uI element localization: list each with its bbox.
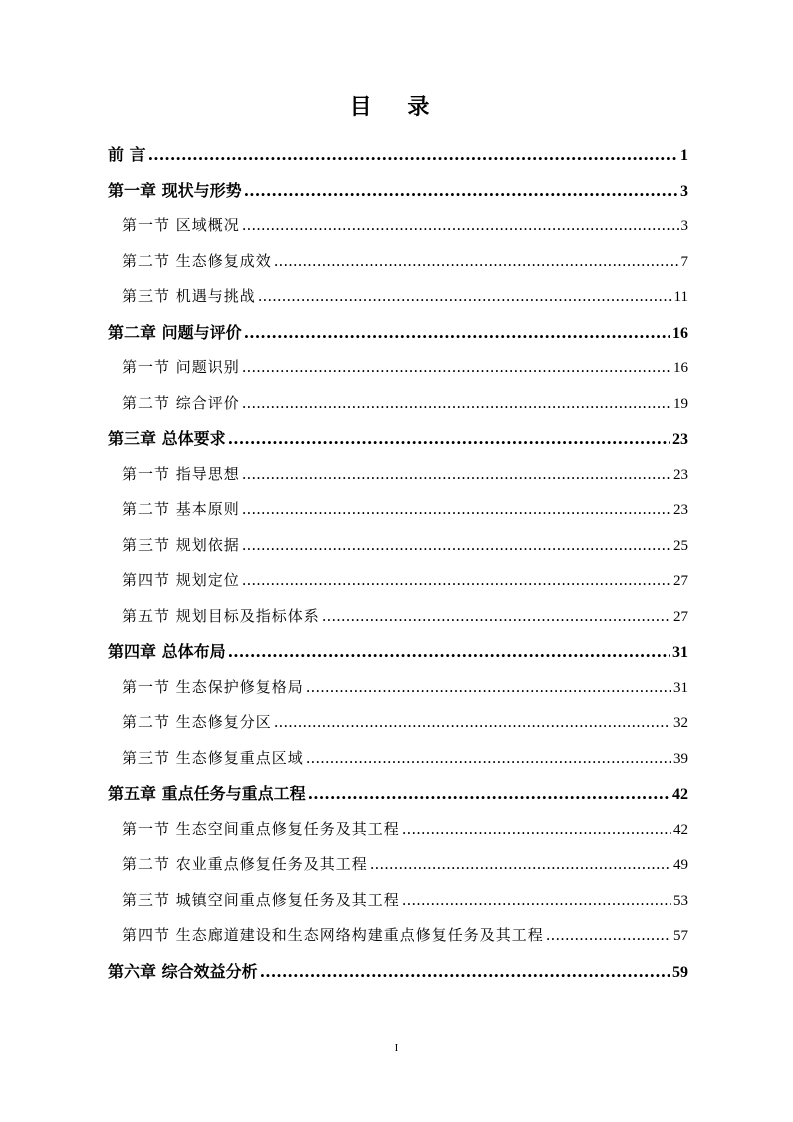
toc-entry-chapter-6[interactable] <box>108 954 688 990</box>
toc-entry-label: 第二章 问题与评价 <box>108 322 242 342</box>
dot-leader <box>242 528 671 564</box>
dot-leader <box>546 918 671 954</box>
toc-entry-section-2-2[interactable] <box>108 386 688 422</box>
toc-entry-section-5-3[interactable] <box>108 883 688 919</box>
toc-entry-chapter-2[interactable] <box>108 315 688 351</box>
toc-entry-page: 23 <box>673 466 688 483</box>
dot-leader <box>244 315 670 351</box>
toc-entry-label: 第四章 总体布局 <box>108 642 226 661</box>
dot-leader <box>242 457 671 493</box>
toc-entry-label: 第一节 区域概况 <box>122 216 240 234</box>
toc-entry-page: 32 <box>673 715 688 731</box>
toc-entry-section-3-2[interactable] <box>108 492 688 528</box>
toc-entry-section-1-2[interactable] <box>108 244 688 280</box>
toc-entry-page: 57 <box>673 928 688 944</box>
toc-entry-page: 19 <box>673 395 688 412</box>
dot-leader <box>228 634 670 670</box>
toc-entry-label: 第六章 综合效益分析 <box>108 961 258 981</box>
dot-leader <box>306 741 671 777</box>
page-number: I <box>394 1042 399 1054</box>
toc-entry-page: 42 <box>672 786 688 803</box>
toc-entry-section-3-4[interactable] <box>108 563 688 599</box>
toc-entry-label: 第四节 生态廊道建设和生态网络构建重点修复任务及其工程 <box>122 926 544 944</box>
toc-entry-section-3-5[interactable] <box>108 599 688 635</box>
dot-leader <box>402 812 671 848</box>
toc-entry-page: 25 <box>673 537 688 554</box>
dot-leader <box>370 847 671 883</box>
toc-entry-label: 第三节 规划依据 <box>122 535 240 554</box>
toc-entry-page: 31 <box>672 644 688 661</box>
toc-entry-section-4-1[interactable] <box>108 670 688 706</box>
toc-entry-section-4-3[interactable] <box>108 741 688 777</box>
toc-entry-page: 42 <box>673 821 688 838</box>
toc-entry-page: 16 <box>673 360 688 376</box>
table-of-contents <box>108 137 688 989</box>
toc-entry-label: 第二节 综合评价 <box>122 393 240 412</box>
toc-entry-label: 第二节 基本原则 <box>122 500 240 518</box>
toc-entry-page: 27 <box>673 608 688 625</box>
toc-entry-page: 1 <box>680 147 688 164</box>
toc-entry-page: 11 <box>673 289 688 305</box>
dot-leader <box>242 563 671 599</box>
toc-entry-chapter-3[interactable] <box>108 421 688 457</box>
toc-entry-label: 第三节 机遇与挑战 <box>122 287 256 305</box>
toc-entry-label: 第四节 规划定位 <box>122 571 240 589</box>
toc-entry-page: 23 <box>672 431 688 448</box>
dot-leader <box>322 599 671 635</box>
dot-leader <box>228 421 670 457</box>
toc-entry-section-4-2[interactable] <box>108 705 688 741</box>
dot-leader <box>258 279 672 315</box>
dot-leader <box>242 208 679 244</box>
toc-entry-page: 27 <box>673 573 688 589</box>
dot-leader <box>308 776 670 812</box>
toc-entry-chapter-1[interactable] <box>108 173 688 209</box>
dot-leader <box>306 670 671 706</box>
toc-entry-page: 16 <box>672 324 688 342</box>
dot-leader <box>242 386 671 422</box>
toc-entry-label: 第三节 城镇空间重点修复任务及其工程 <box>122 890 400 909</box>
toc-entry-label: 第三节 生态修复重点区域 <box>122 748 304 767</box>
toc-entry-page: 3 <box>680 182 688 200</box>
toc-entry-section-5-2[interactable] <box>108 847 688 883</box>
toc-entry-label: 第一章 现状与形势 <box>108 180 242 200</box>
toc-entry-page: 7 <box>680 253 688 270</box>
toc-entry-page: 49 <box>673 857 688 873</box>
toc-entry-section-5-4[interactable] <box>108 918 688 954</box>
toc-entry-chapter-4[interactable] <box>108 634 688 670</box>
dot-leader <box>148 137 678 173</box>
toc-entry-label: 第二节 生态修复分区 <box>122 713 272 731</box>
dot-leader <box>274 705 671 741</box>
toc-entry-section-3-3[interactable] <box>108 528 688 564</box>
dot-leader <box>242 492 671 528</box>
toc-entry-section-1-1[interactable] <box>108 208 688 244</box>
toc-entry-label: 第五章 重点任务与重点工程 <box>108 784 306 803</box>
toc-entry-label: 第一节 指导思想 <box>122 464 240 483</box>
toc-entry-section-1-3[interactable] <box>108 279 688 315</box>
toc-entry-label: 第二节 生态修复成效 <box>122 251 272 270</box>
toc-entry-section-5-1[interactable] <box>108 812 688 848</box>
toc-entry-label: 第五节 规划目标及指标体系 <box>122 606 320 625</box>
toc-entry-page: 23 <box>673 502 688 518</box>
toc-entry-page: 53 <box>673 892 688 909</box>
toc-entry-label: 第一节 生态保护修复格局 <box>122 677 304 696</box>
toc-entry-page: 59 <box>672 963 688 981</box>
toc-entry-section-2-1[interactable] <box>108 350 688 386</box>
dot-leader <box>260 954 670 990</box>
toc-entry-preface[interactable] <box>108 137 688 173</box>
toc-entry-page: 39 <box>673 750 688 767</box>
toc-entry-label: 第一节 问题识别 <box>122 358 240 376</box>
toc-entry-page: 3 <box>680 218 688 234</box>
toc-entry-chapter-5[interactable] <box>108 776 688 812</box>
dot-leader <box>402 883 671 919</box>
toc-entry-section-3-1[interactable] <box>108 457 688 493</box>
toc-entry-label: 第一节 生态空间重点修复任务及其工程 <box>122 819 400 838</box>
toc-entry-label: 第二节 农业重点修复任务及其工程 <box>122 855 368 873</box>
dot-leader <box>242 350 671 386</box>
dot-leader <box>274 244 679 280</box>
dot-leader <box>244 173 678 209</box>
toc-entry-label: 前 言 <box>108 145 146 164</box>
toc-title: 目 录 <box>349 94 444 120</box>
toc-entry-page: 31 <box>673 679 688 696</box>
toc-entry-label: 第三章 总体要求 <box>108 429 226 448</box>
